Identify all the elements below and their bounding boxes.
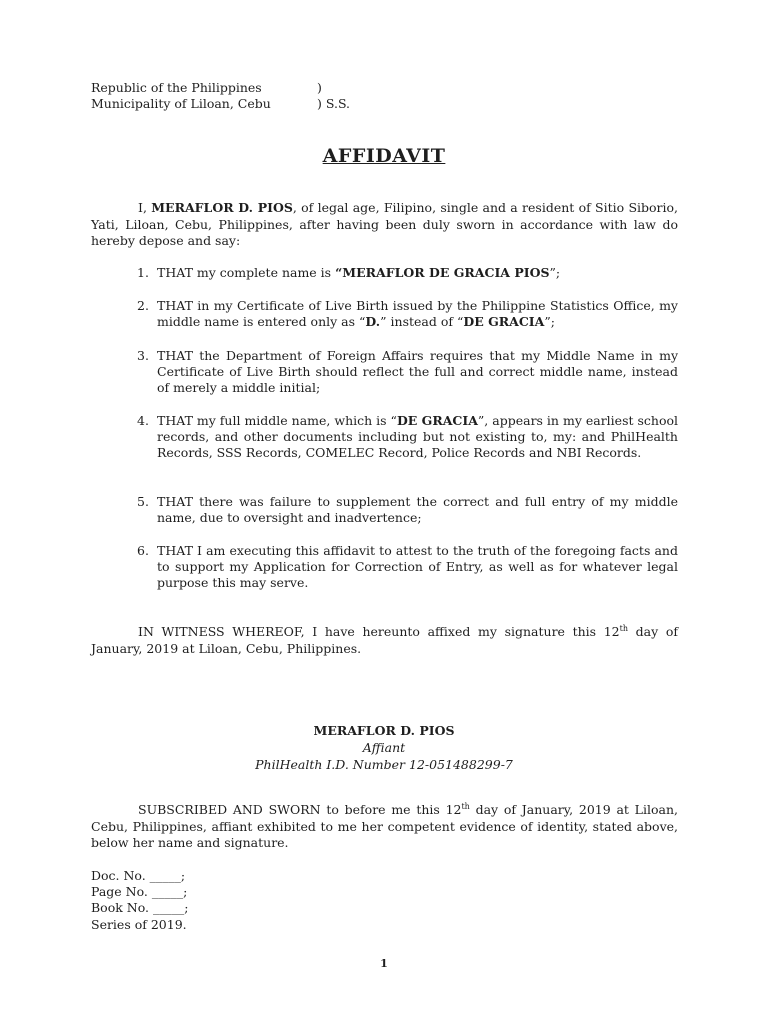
jurat-text-a: SUBSCRIBED AND SWORN to before me this 12	[138, 802, 462, 817]
affiant-name: MERAFLOR D. PIOS	[313, 723, 455, 738]
witness-text-a: IN WITNESS WHEREOF, I have hereunto affixed my signature this 12	[138, 624, 620, 639]
item-number: 4.	[137, 413, 149, 428]
statement-item-1	[137, 265, 678, 281]
statement-item-2	[137, 298, 678, 330]
item-bold-part: DE GRACIA	[396, 413, 478, 428]
venue-block	[91, 80, 351, 112]
statement-item-5	[137, 494, 678, 526]
venue-paren-1: )	[317, 80, 322, 95]
item-text: THAT I am executing this affidavit to attest to the truth of the foregoing facts and to support my Application for Correction of Entry, as well as for whatever legal purpose this may serve.	[157, 543, 678, 590]
item-text-part: THAT my complete name is	[157, 265, 336, 280]
item-text-part: THAT in my Certificate of Live Birth issued by the Philippine Statistics Office, my middle name is entered only as “	[157, 298, 678, 329]
statement-item-4	[137, 413, 678, 461]
item-number: 2.	[137, 298, 149, 313]
document-title: AFFIDAVIT	[322, 145, 446, 167]
item-bold-part: D.	[365, 314, 381, 329]
witness-text-b: day of January, 2019 at Liloan, Cebu, Philippines.	[91, 624, 678, 656]
item-text-part: ”;	[544, 314, 555, 329]
item-text-part: ”;	[549, 265, 561, 280]
ordinal-suffix: th	[619, 623, 629, 633]
intro-paragraph	[91, 200, 678, 250]
witness-paragraph	[91, 624, 678, 657]
jurat-text-b: day of January, 2019 at Liloan, Cebu, Philippines, affiant exhibited to me her competent evidence of identity, stated above, below her name and signature.	[91, 802, 678, 850]
statement-item-3	[137, 348, 678, 396]
jurat-paragraph	[91, 802, 678, 852]
item-number: 6.	[137, 543, 149, 558]
notarial-register	[91, 868, 188, 933]
affiant-role: Affiant	[362, 740, 406, 755]
venue-republic: Republic of the Philippines	[91, 80, 262, 95]
item-text	[157, 413, 678, 461]
item-number: 5.	[137, 494, 149, 509]
venue-municipality: Municipality of Liloan, Cebu	[91, 96, 271, 111]
venue-line-2	[91, 96, 351, 112]
item-text-part: THAT my full middle name, which is “	[157, 413, 397, 428]
intro-text-b: , of legal age, Filipino, single and a resident of Sitio Siborio, Yati, Liloan, Cebu, Philippines, after having been duly sworn in accordance with law do hereby depose and say:	[91, 200, 679, 248]
affiant-name-inline: MERAFLOR D. PIOS	[151, 200, 293, 215]
affiant-id-number: PhilHealth I.D. Number 12-051488299-7	[255, 757, 513, 772]
item-text-part: ” instead of “	[380, 314, 464, 329]
page-number: 1	[380, 957, 388, 970]
item-number: 1.	[137, 265, 149, 280]
item-bold-part: DE GRACIA	[463, 314, 545, 329]
item-text	[157, 298, 678, 330]
item-text	[157, 265, 678, 281]
venue-line-1	[91, 80, 322, 96]
item-bold-part: “MERAFLOR DE GRACIA PIOS	[335, 265, 550, 280]
item-text: THAT there was failure to supplement the correct and full entry of my middle name, due to oversight and inadvertence;	[157, 494, 678, 525]
book-number: Book No. _____;	[91, 900, 189, 916]
doc-number: Doc. No. _____;	[91, 868, 186, 883]
page-number-field: Page No. _____;	[91, 884, 188, 900]
ordinal-suffix: th	[461, 801, 470, 811]
venue-ss: ) S.S.	[317, 96, 351, 111]
intro-text-a: I,	[138, 200, 152, 215]
item-number: 3.	[137, 348, 149, 363]
item-text: THAT the Department of Foreign Affairs requires that my Middle Name in my Certificate of Live Birth should reflect the full and correct middle name, instead of merely a middle initial;	[157, 348, 678, 395]
statement-item-6	[137, 543, 678, 591]
series-year: Series of 2019.	[91, 916, 187, 932]
item-text-part: ”, appears in my earliest school records, and other documents including but not existing to, my: and PhilHealth Records, SSS Records, COMELEC Record, Police Records and NBI Records.	[157, 413, 679, 460]
signature-block	[0, 722, 768, 773]
